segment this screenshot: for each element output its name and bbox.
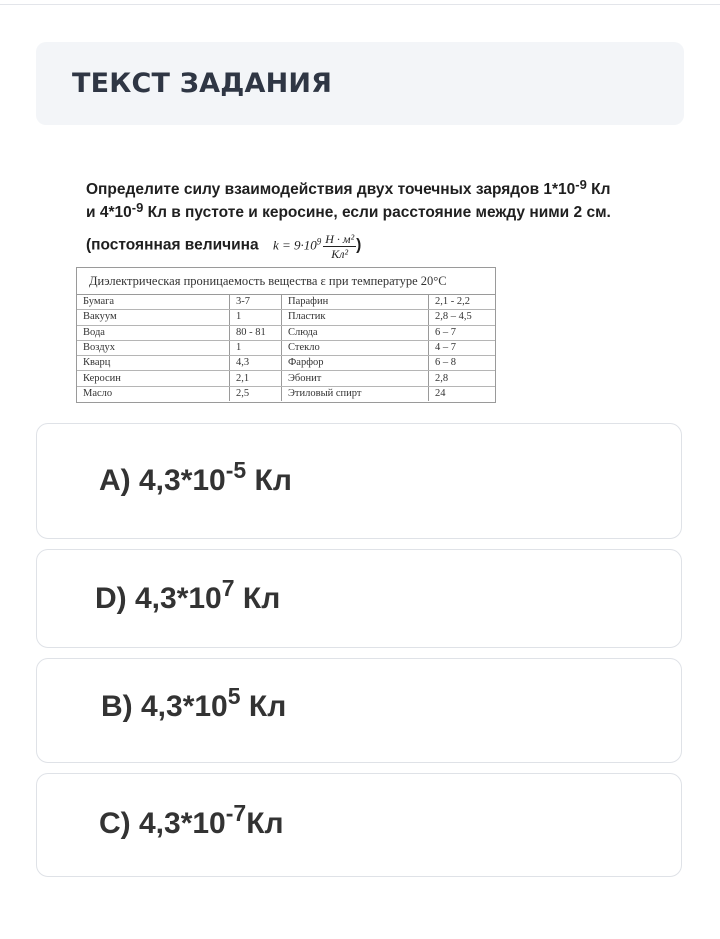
table-cell: 6 – 7	[429, 325, 496, 340]
answer-d-exponent: 7	[221, 575, 235, 601]
task-line-2-exponent: -9	[131, 200, 144, 215]
table-cell: 3-7	[230, 295, 282, 310]
header-card	[36, 42, 684, 125]
answer-c-exponent: -7	[225, 800, 247, 826]
dielectric-table-grid	[77, 295, 495, 401]
formula-denominator: Кл²	[331, 247, 349, 261]
task-line-3	[86, 232, 361, 261]
table-row	[77, 386, 495, 401]
answer-a-unit: Кл	[246, 464, 292, 497]
table-cell: 6 – 8	[429, 356, 496, 371]
answer-d-value: D) 4,3*10	[95, 582, 222, 615]
table-cell: Керосин	[77, 371, 230, 386]
table-cell: Этиловый спирт	[282, 386, 429, 401]
formula-close: )	[356, 236, 362, 254]
table-cell: 4 – 7	[429, 340, 496, 355]
task-line-1	[86, 178, 610, 202]
formula-numerator: H · м²	[325, 232, 355, 246]
table-cell: Кварц	[77, 356, 230, 371]
table-cell: Воздух	[77, 340, 230, 355]
formula-fraction	[323, 232, 356, 261]
table-cell: Пластик	[282, 310, 429, 325]
answer-c-unit: Кл	[246, 807, 284, 840]
answer-option-b[interactable]	[36, 658, 682, 763]
answer-b-unit: Кл	[240, 690, 287, 723]
task-line-1-exponent: -9	[575, 177, 587, 192]
answer-option-a-label	[99, 457, 292, 498]
table-cell: Масло	[77, 386, 230, 401]
table-cell: 2,8	[429, 371, 496, 386]
table-cell: 1	[230, 340, 282, 355]
table-row	[77, 325, 495, 340]
table-cell: Стекло	[282, 340, 429, 355]
table-row	[77, 295, 495, 310]
answer-option-d[interactable]	[36, 549, 682, 648]
task-line-2	[86, 201, 611, 225]
table-cell: Вакуум	[77, 310, 230, 325]
table-cell: Слюда	[282, 325, 429, 340]
table-row	[77, 340, 495, 355]
table-cell: 2,1	[230, 371, 282, 386]
dielectric-table-title: Диэлектрическая проницаемость вещества ε при температуре 20°С	[77, 268, 495, 295]
coulomb-constant-formula	[273, 232, 356, 261]
formula-k: k = 9·10	[272, 237, 317, 253]
table-cell: Фарфор	[282, 356, 429, 371]
table-cell: Парафин	[282, 295, 429, 310]
table-row	[77, 310, 495, 325]
table-row	[77, 356, 495, 371]
answer-d-unit: Кл	[234, 582, 281, 615]
top-divider	[0, 4, 720, 5]
task-line-1-text: Определите силу взаимодействия двух точечных зарядов 1*10	[86, 181, 576, 198]
table-cell: Эбонит	[282, 371, 429, 386]
table-cell: 24	[435, 387, 446, 399]
answer-b-exponent: 5	[227, 683, 241, 709]
task-line-1-unit: Кл	[586, 181, 611, 198]
answer-a-exponent: -5	[225, 457, 247, 483]
table-cell: 1	[230, 310, 282, 325]
answer-a-value: A) 4,3*10	[99, 464, 226, 497]
table-cell: 4,3	[230, 356, 282, 371]
answer-option-a[interactable]	[36, 423, 682, 539]
dielectric-table	[76, 267, 496, 403]
table-cell: 2,1 - 2,2	[429, 295, 496, 310]
answer-option-b-label	[101, 683, 287, 724]
page-title: ТЕКСТ ЗАДАНИЯ	[72, 68, 333, 99]
answer-b-value: B) 4,3*10	[101, 690, 228, 723]
table-cell: 80 - 81	[230, 325, 282, 340]
answer-c-value: C) 4,3*10	[99, 807, 226, 840]
table-cell: 2,5	[230, 386, 282, 401]
task-line-2-rest: Кл в пустоте и керосине, если расстояние между ними 2 см.	[143, 204, 611, 221]
answer-option-d-label	[95, 575, 281, 616]
table-cell: Вода	[77, 325, 230, 340]
table-row	[77, 371, 495, 386]
table-cell: Бумага	[77, 295, 230, 310]
answer-option-c[interactable]	[36, 773, 682, 877]
answer-option-c-label	[99, 800, 284, 841]
formula-exponent: 9	[316, 236, 322, 247]
task-line-2-text: и 4*10	[86, 204, 132, 221]
constant-label: (постоянная величина	[86, 236, 259, 254]
table-cell: 2,8 – 4,5	[429, 310, 496, 325]
